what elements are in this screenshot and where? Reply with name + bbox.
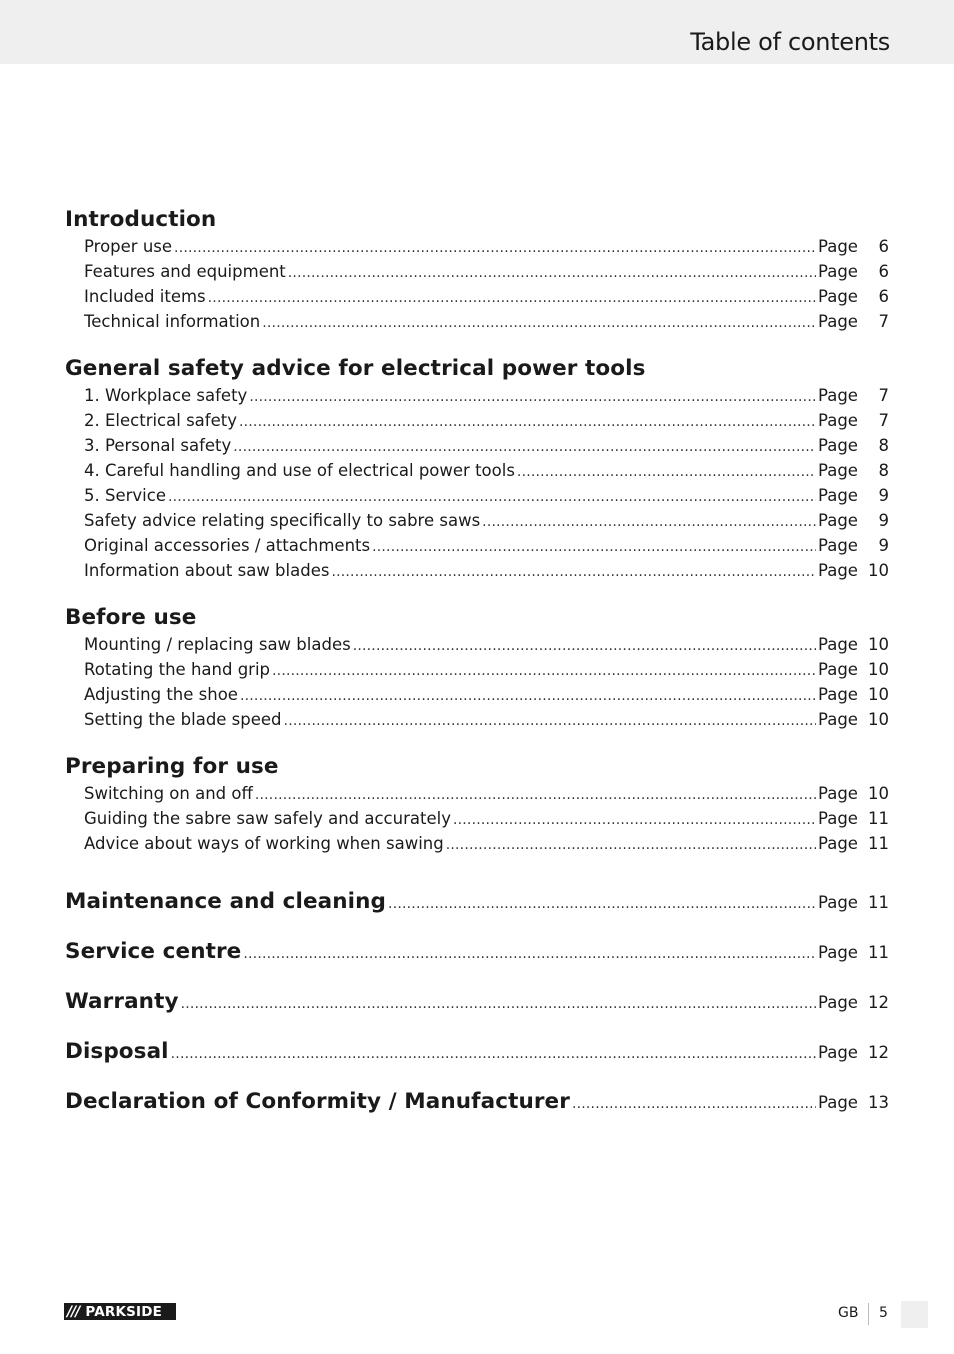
entry-label: 4. Careful handling and use of electrical power tools	[84, 461, 515, 480]
page-word: Page	[818, 536, 858, 555]
entry-label: Mounting / replacing saw blades	[84, 635, 351, 654]
entry-label: Proper use	[84, 237, 173, 256]
page-word: Page	[818, 436, 858, 455]
page-number: 10	[868, 784, 889, 803]
toc-main-entry[interactable]	[65, 877, 889, 927]
dot-leader	[388, 879, 816, 929]
page-word: Page	[818, 660, 858, 679]
page-number: 12	[868, 993, 889, 1012]
dot-leader	[572, 1079, 816, 1129]
toc-section-preparing	[65, 753, 889, 856]
toc-entry[interactable]	[65, 632, 889, 657]
toc-entry[interactable]	[65, 806, 889, 831]
page-number: 10	[868, 561, 889, 580]
dot-leader	[453, 808, 816, 833]
page-word: Page	[818, 943, 858, 962]
dot-leader	[243, 929, 816, 979]
entry-label: Service centre	[65, 939, 242, 964]
page-word: Page	[818, 1043, 858, 1062]
page-word: Page	[818, 461, 858, 480]
toc-entry[interactable]	[65, 707, 889, 732]
toc-entry[interactable]	[65, 284, 889, 309]
logo-stripes: ///	[67, 1303, 80, 1320]
page-number: 6	[878, 287, 889, 306]
entry-label: 1. Workplace safety	[84, 386, 248, 405]
dot-leader	[262, 311, 816, 336]
dot-leader	[288, 261, 816, 286]
page-word: Page	[818, 511, 858, 530]
page-number: 10	[868, 660, 889, 679]
toc-entry[interactable]	[65, 483, 889, 508]
page-number: 11	[868, 809, 889, 828]
page-word: Page	[818, 262, 858, 281]
entry-label: 5. Service	[84, 486, 166, 505]
entry-label: Included items	[84, 287, 206, 306]
section-heading: General safety advice for electrical power tools	[65, 356, 646, 381]
page-word: Page	[818, 287, 858, 306]
page-word: Page	[818, 635, 858, 654]
entry-label: Warranty	[65, 989, 179, 1014]
page-word: Page	[818, 784, 858, 803]
page-number: 11	[868, 834, 889, 853]
toc-main-entry[interactable]	[65, 927, 889, 977]
page-word: Page	[818, 312, 858, 331]
page-number: 10	[868, 710, 889, 729]
page-word: Page	[818, 561, 858, 580]
entry-label: 3. Personal safety	[84, 436, 232, 455]
entry-label: Disposal	[65, 1039, 169, 1064]
entry-label: Rotating the hand grip	[84, 660, 271, 679]
toc-section-before-use	[65, 604, 889, 732]
language-code: GB	[838, 1305, 859, 1321]
page-number: 8	[878, 436, 889, 455]
entry-label: Information about saw blades	[84, 561, 330, 580]
page-number: 6	[878, 237, 889, 256]
toc-main-entry[interactable]	[65, 977, 889, 1027]
page-number: 9	[878, 511, 889, 530]
page-number: 7	[878, 411, 889, 430]
page-number: 13	[868, 1093, 889, 1112]
toc-entry[interactable]	[65, 234, 889, 259]
toc-section-introduction	[65, 206, 889, 334]
page-number: 11	[868, 943, 889, 962]
footer-divider	[868, 1303, 869, 1325]
dot-leader	[249, 385, 816, 410]
page-number-footer: 5	[879, 1305, 888, 1321]
entry-label: Setting the blade speed	[84, 710, 282, 729]
entry-label: Maintenance and cleaning	[65, 889, 387, 914]
toc-entry[interactable]	[65, 781, 889, 806]
toc-main-entry[interactable]	[65, 1077, 889, 1127]
entry-label: Features and equipment	[84, 262, 286, 281]
toc-entry[interactable]	[65, 508, 889, 533]
toc-entry[interactable]	[65, 831, 889, 856]
page-number: 7	[878, 312, 889, 331]
page-number: 11	[868, 893, 889, 912]
entry-label: Switching on and off	[84, 784, 253, 803]
page-number: 9	[878, 536, 889, 555]
page-word: Page	[818, 993, 858, 1012]
table-of-contents	[65, 206, 889, 1127]
dot-leader	[372, 535, 816, 560]
page-title: Table of contents	[690, 28, 890, 56]
page-number: 9	[878, 486, 889, 505]
entry-label: Guiding the sabre saw safely and accurately	[84, 809, 451, 828]
toc-entry[interactable]	[65, 309, 889, 334]
section-heading: Introduction	[65, 207, 217, 232]
dot-leader	[353, 634, 816, 659]
logo-text: PARKSIDE	[85, 1303, 163, 1320]
toc-entry[interactable]	[65, 458, 889, 483]
page-word: Page	[818, 809, 858, 828]
dot-leader	[284, 709, 816, 734]
toc-entry[interactable]	[65, 408, 889, 433]
entry-label: Safety advice relating specifically to sabre saws	[84, 511, 481, 530]
dot-leader	[272, 659, 816, 684]
page-word: Page	[818, 411, 858, 430]
footer-tab-box	[901, 1301, 928, 1328]
page-number: 10	[868, 635, 889, 654]
parkside-logo	[64, 1303, 176, 1320]
toc-entry[interactable]	[65, 558, 889, 583]
page-word: Page	[818, 237, 858, 256]
section-heading: Before use	[65, 605, 197, 630]
toc-section-safety	[65, 355, 889, 583]
toc-entry[interactable]	[65, 383, 889, 408]
page-word: Page	[818, 386, 858, 405]
entry-label: Declaration of Conformity / Manufacturer	[65, 1089, 570, 1114]
dot-leader	[331, 560, 816, 585]
page-word: Page	[818, 893, 858, 912]
page-word: Page	[818, 486, 858, 505]
section-heading: Preparing for use	[65, 754, 279, 779]
page-word: Page	[818, 710, 858, 729]
dot-leader	[240, 684, 816, 709]
entry-label: Technical information	[84, 312, 261, 331]
page-number: 10	[868, 685, 889, 704]
page-word: Page	[818, 1093, 858, 1112]
page-number: 8	[878, 461, 889, 480]
dot-leader	[233, 435, 816, 460]
header-band	[0, 0, 954, 64]
entry-label: Adjusting the shoe	[84, 685, 238, 704]
dot-leader	[168, 485, 816, 510]
dot-leader	[446, 833, 816, 858]
dot-leader	[239, 410, 816, 435]
page-word: Page	[818, 685, 858, 704]
toc-entry[interactable]	[65, 657, 889, 682]
entry-label: Advice about ways of working when sawing	[84, 834, 444, 853]
entry-label: 2. Electrical safety	[84, 411, 237, 430]
page-number: 7	[878, 386, 889, 405]
entry-label: Original accessories / attachments	[84, 536, 371, 555]
toc-entry[interactable]	[65, 259, 889, 284]
page-number: 6	[878, 262, 889, 281]
toc-entry[interactable]	[65, 433, 889, 458]
dot-leader	[255, 783, 816, 808]
page-word: Page	[818, 834, 858, 853]
dot-leader	[181, 979, 816, 1029]
dot-leader	[171, 1029, 816, 1079]
dot-leader	[482, 510, 816, 535]
dot-leader	[174, 236, 816, 261]
toc-entry[interactable]	[65, 533, 889, 558]
page-number: 12	[868, 1043, 889, 1062]
dot-leader	[517, 460, 816, 485]
dot-leader	[208, 286, 816, 311]
toc-entry[interactable]	[65, 682, 889, 707]
toc-main-entry[interactable]	[65, 1027, 889, 1077]
